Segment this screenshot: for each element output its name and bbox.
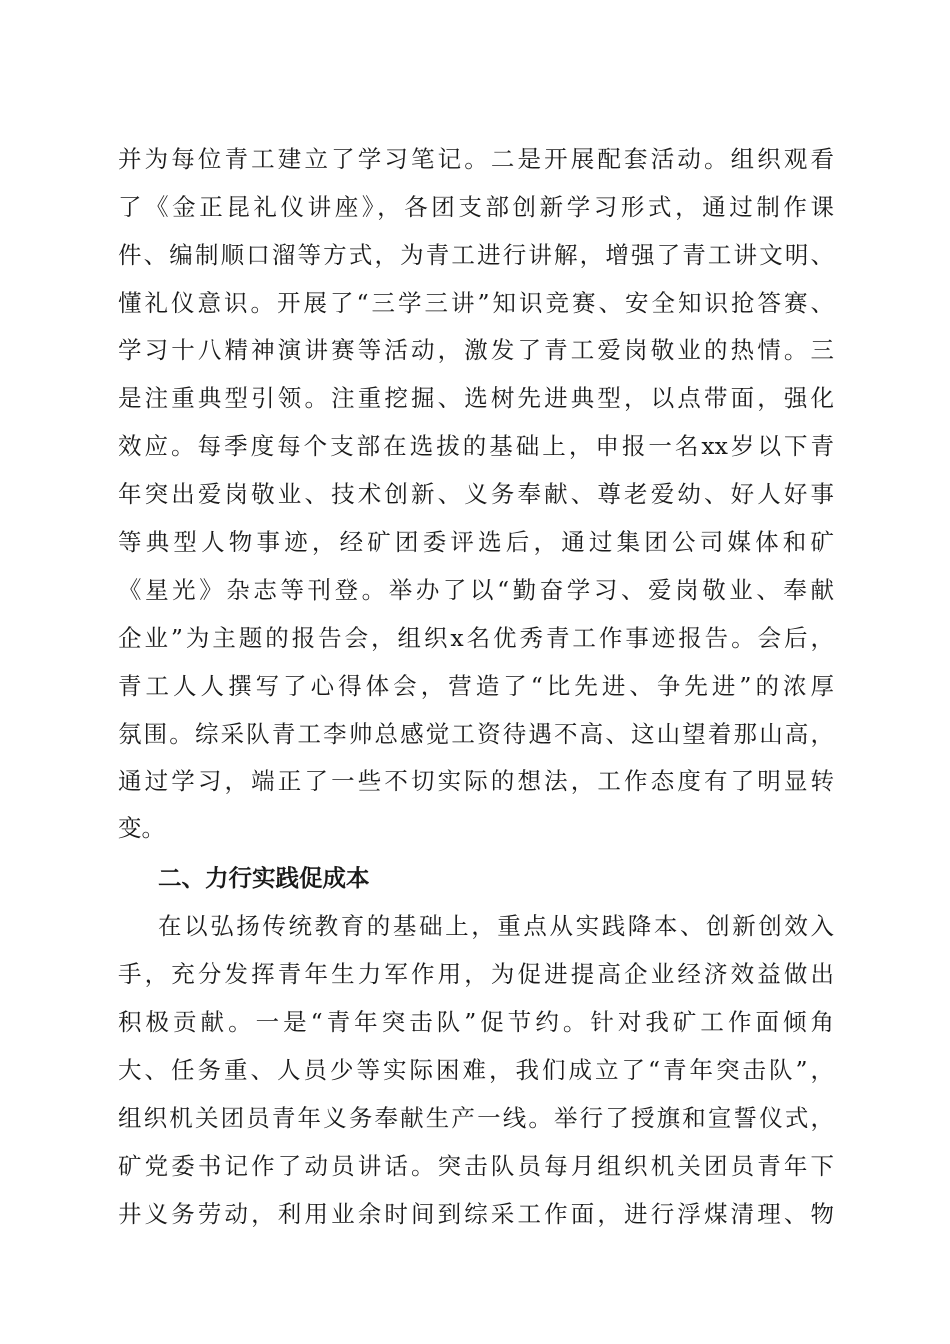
text-line: 效应。每季度每个支部在选拔的基础上，申报一名xx岁以下青 bbox=[118, 432, 834, 460]
text-line: 氛围。综采队青工李帅总感觉工资待遇不高、这山望着那山高， bbox=[118, 720, 834, 748]
text-line: 井义务劳动，利用业余时间到综采工作面，进行浮煤清理、物 bbox=[118, 1200, 834, 1228]
text-line: 企业”为主题的报告会，组织x名优秀青工作事迹报告。会后， bbox=[118, 624, 834, 652]
text-line: 在以弘扬传统教育的基础上，重点从实践降本、创新创效入 bbox=[158, 912, 834, 940]
text-line: 积极贡献。一是“青年突击队”促节约。针对我矿工作面倾角 bbox=[118, 1008, 834, 1036]
text-line: 青工人人撰写了心得体会，营造了“比先进、争先进”的浓厚 bbox=[118, 672, 834, 700]
text-line: 件、编制顺口溜等方式，为青工进行讲解，增强了青工讲文明、 bbox=[118, 241, 834, 269]
text-line: 懂礼仪意识。开展了“三学三讲”知识竞赛、安全知识抢答赛、 bbox=[118, 289, 834, 317]
text-line: 矿党委书记作了动员讲话。突击队员每月组织机关团员青年下 bbox=[118, 1152, 834, 1180]
text-line: 手，充分发挥青年生力军作用，为促进提高企业经济效益做出 bbox=[118, 960, 834, 988]
text-line: 大、任务重、人员少等实际困难，我们成立了“青年突击队”， bbox=[118, 1056, 834, 1084]
text-line: 年突出爱岗敬业、技术创新、义务奉献、尊老爱幼、好人好事 bbox=[118, 480, 834, 508]
text-line: 学习十八精神演讲赛等活动，激发了青工爱岗敬业的热情。三 bbox=[118, 336, 834, 364]
text-line: 是注重典型引领。注重挖掘、选树先进典型，以点带面，强化 bbox=[118, 384, 834, 412]
text-line: 并为每位青工建立了学习笔记。二是开展配套活动。组织观看 bbox=[118, 145, 834, 173]
text-line: 《星光》杂志等刊登。举办了以“勤奋学习、爱岗敬业、奉献 bbox=[118, 576, 834, 604]
text-line: 变。 bbox=[118, 814, 165, 842]
text-line: 等典型人物事迹，经矿团委评选后，通过集团公司媒体和矿 bbox=[118, 528, 834, 556]
text-line: 了《金正昆礼仪讲座》，各团支部创新学习形式，通过制作课 bbox=[118, 193, 834, 221]
section-heading: 二、力行实践促成本 bbox=[158, 864, 370, 892]
text-line: 组织机关团员青年义务奉献生产一线。举行了授旗和宣誓仪式， bbox=[118, 1104, 834, 1132]
text-line: 通过学习，端正了一些不切实际的想法，工作态度有了明显转 bbox=[118, 767, 834, 795]
